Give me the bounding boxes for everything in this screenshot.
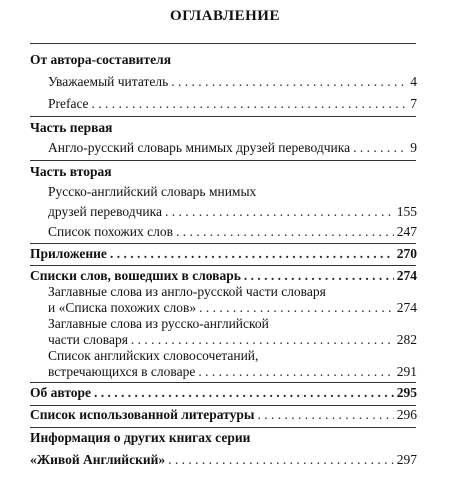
toc-entry-other-books[interactable] (30, 452, 417, 468)
toc-page-number: 247 (396, 224, 417, 239)
dot-leader (168, 452, 394, 468)
toc-entry-text: Preface (48, 96, 89, 111)
toc-page-number: 7 (410, 96, 417, 111)
toc-entry-line: Русско-английский словарь мнимых (48, 184, 257, 199)
toc-page-number: 296 (396, 407, 417, 422)
dot-leader (91, 96, 407, 112)
section-rule (30, 265, 416, 266)
section-rule (30, 382, 416, 383)
toc-entry-word-lists[interactable] (30, 268, 417, 284)
toc-page-number: 274 (396, 300, 417, 315)
toc-entry-line: Список английских словосочетаний, (48, 348, 259, 363)
toc-page-number: 274 (396, 268, 417, 283)
toc-page-number: 295 (396, 385, 417, 400)
toc-entry-literature[interactable] (30, 407, 417, 423)
dot-leader (94, 385, 394, 401)
dot-leader (171, 74, 407, 90)
toc-page-number: 291 (396, 364, 417, 379)
toc-entry-text: Об авторе (30, 385, 92, 400)
toc-entry-preface[interactable] (48, 96, 417, 112)
toc-page-number: 270 (396, 246, 417, 261)
top-rule (30, 43, 416, 44)
dot-leader (257, 407, 393, 423)
dot-leader (165, 204, 394, 220)
toc-entry-similar-words[interactable] (48, 224, 417, 240)
toc-page-number: 9 (410, 140, 417, 155)
dot-leader (199, 300, 394, 316)
toc-entry-en-ru-headwords[interactable] (48, 300, 417, 316)
toc-entry-line: Заглавные слова из англо-русской части словаря (48, 284, 326, 299)
section-rule (30, 427, 416, 428)
section-rule (30, 243, 416, 244)
toc-entry-en-ru-dictionary[interactable] (48, 140, 417, 156)
dot-leader (353, 140, 407, 156)
toc-entry-text: «Живой Английский» (30, 452, 166, 467)
toc-entry-text: Приложение (30, 246, 107, 261)
toc-entry-text: встречающихся в словаре (48, 364, 196, 379)
toc-entry-text: Уважаемый читатель (48, 74, 169, 89)
toc-entry-line: Заглавные слова из русско-английской (48, 316, 269, 331)
section-rule (30, 405, 416, 406)
toc-entry-english-phrases[interactable] (48, 364, 417, 380)
toc-entry-text: части словаря (48, 332, 128, 347)
toc-page-number: 297 (396, 452, 417, 467)
dot-leader (244, 268, 394, 284)
toc-entry-text: Списки слов, вошедших в словарь (30, 268, 241, 283)
toc-entry-text: Список похожих слов (48, 224, 173, 239)
section-rule (30, 116, 416, 117)
toc-page-number: 155 (396, 204, 417, 219)
toc-page-number: 282 (396, 332, 417, 347)
toc-entry-appendix[interactable] (30, 246, 417, 262)
page-title: ОГЛАВЛЕНИЕ (170, 8, 280, 24)
dot-leader (198, 364, 393, 380)
section-heading-part-two: Часть вторая (30, 164, 112, 179)
toc-entry-text: Список использованной литературы (30, 407, 255, 422)
toc-entry-text: и «Списка похожих слов» (48, 300, 197, 315)
section-heading-author: От автора-составителя (30, 52, 172, 67)
section-rule (30, 160, 416, 161)
toc-entry-ru-en-dictionary[interactable] (48, 204, 417, 220)
dot-leader (131, 332, 394, 348)
toc-entry-about-author[interactable] (30, 385, 417, 401)
toc-entry-text: Англо-русский словарь мнимых друзей переводчика (48, 140, 351, 155)
toc-page-number: 4 (410, 74, 417, 89)
toc-entry-dear-reader[interactable] (48, 74, 417, 90)
dot-leader (110, 246, 394, 262)
toc-entry-line-bold: Информация о других книгах серии (30, 430, 251, 445)
dot-leader (176, 224, 394, 240)
toc-entry-ru-en-headwords[interactable] (48, 332, 417, 348)
section-heading-part-one: Часть первая (30, 120, 113, 135)
toc-entry-text: друзей переводчика (48, 204, 162, 219)
